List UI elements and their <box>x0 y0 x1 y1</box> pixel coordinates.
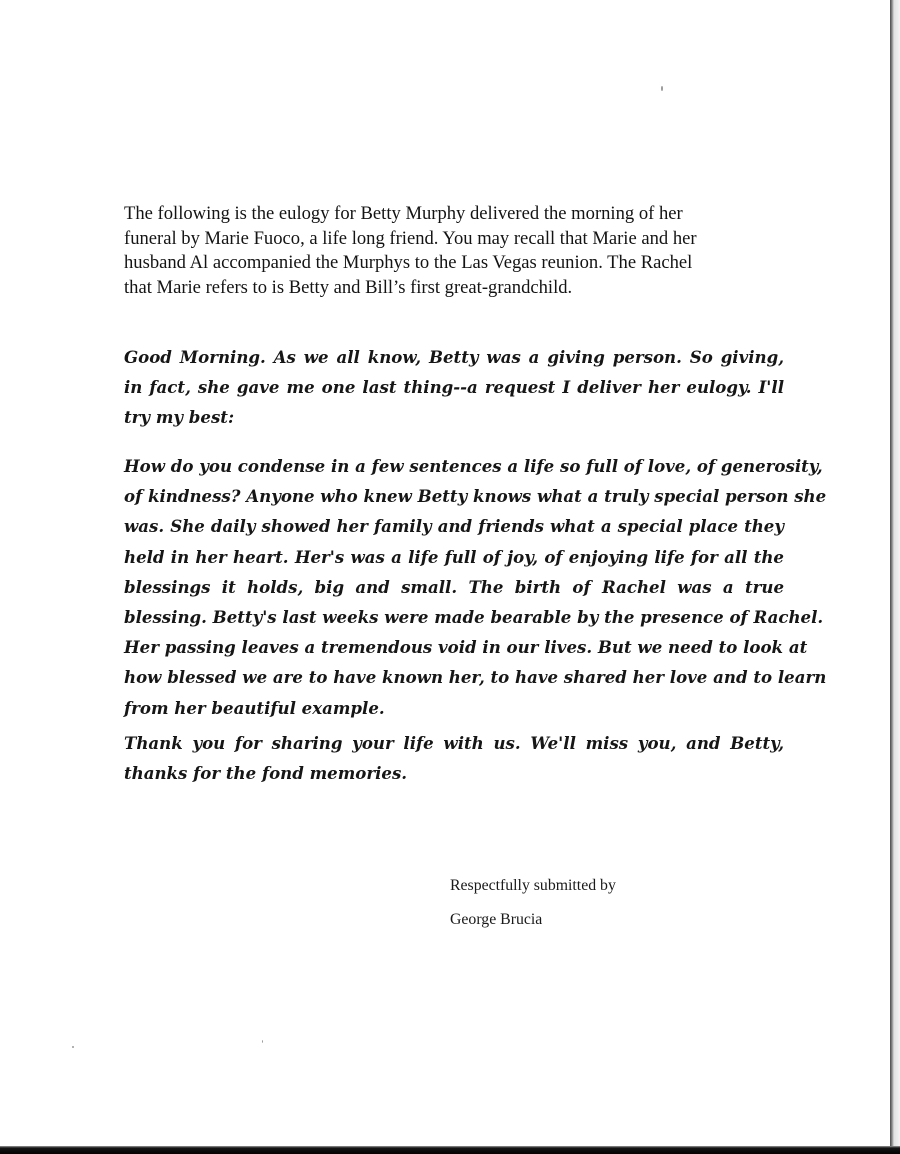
page-bottom-edge-shadow <box>0 1146 900 1154</box>
intro-line: that Marie refers to is Betty and Bill’s first great-grandchild. <box>124 276 573 298</box>
eulogy-line: Thank you for sharing your life with us. We'll miss you, and Betty, <box>124 733 784 753</box>
eulogy-line: how blessed we are to have known her, to have shared her love and to learn <box>124 667 827 688</box>
eulogy-line: of kindness? Anyone who knew Betty knows what a truly special person she <box>124 486 827 507</box>
eulogy-line: blessing. Betty's last weeks were made bearable by the presence of Rachel. <box>124 607 824 628</box>
eulogy-line: was. She daily showed her family and friends what a special place they <box>124 516 784 537</box>
eulogy-line: blessings it holds, big and small. The birth of Rachel was a true <box>124 576 784 597</box>
eulogy-line: in fact, she gave me one last thing--a request I deliver her eulogy. I'll <box>124 377 784 398</box>
eulogy-line: try my best: <box>124 407 235 428</box>
scan-speck <box>661 86 663 91</box>
scan-speck <box>72 1046 74 1048</box>
eulogy-closing-paragraph <box>124 728 784 788</box>
eulogy-line: from her beautiful example. <box>124 697 385 718</box>
scan-speck <box>262 1040 263 1043</box>
page-right-edge-shadow <box>890 0 900 1154</box>
eulogy-opening-paragraph <box>124 342 784 433</box>
eulogy-line: Good Morning. As we all know, Betty was a giving person. So giving, <box>124 347 784 367</box>
intro-paragraph <box>124 202 780 300</box>
intro-line: funeral by Marie Fuoco, a life long friend. You may recall that Marie and her <box>124 227 697 249</box>
signature-submitted-by: Respectfully submitted by <box>450 877 616 894</box>
eulogy-line: held in her heart. Her's was a life full of joy, of enjoying life for all the <box>124 546 784 567</box>
eulogy-line: Her passing leaves a tremendous void in our lives. But we need to look at <box>124 637 808 658</box>
intro-line: husband Al accompanied the Murphys to the Las Vegas reunion. The Rachel <box>124 252 693 273</box>
eulogy-line: How do you condense in a few sentences a life so full of love, of generosity, <box>124 456 823 476</box>
signature-author-name: George Brucia <box>450 911 543 928</box>
eulogy-line: thanks for the fond memories. <box>124 763 408 784</box>
intro-line: The following is the eulogy for Betty Murphy delivered the morning of her <box>124 203 683 224</box>
eulogy-main-paragraph <box>124 451 827 723</box>
